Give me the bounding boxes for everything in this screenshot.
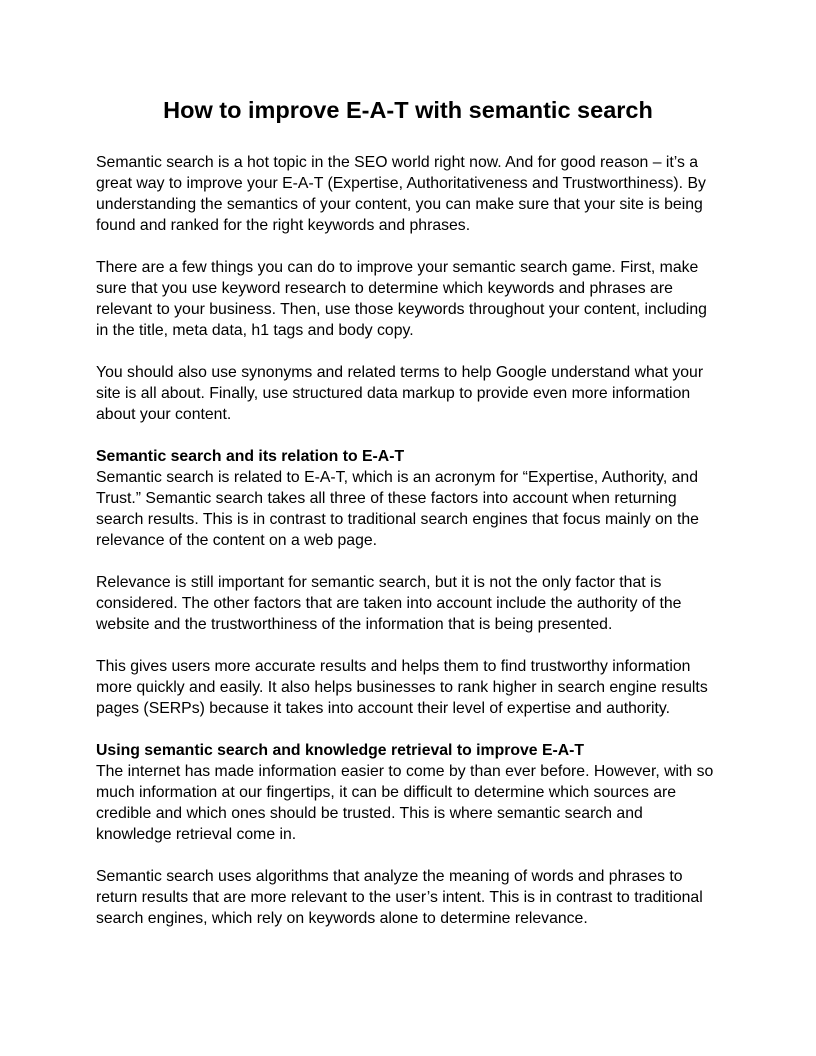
section-1-first-paragraph [96, 446, 720, 551]
intro-paragraph-3: You should also use synonyms and related terms to help Google understand what your site is all about. Finally, use structured data markup to provide even more information about your content. [96, 364, 704, 423]
section-1-paragraph-3: This gives users more accurate results and helps them to find trustworthy information more quickly and easily. It also helps businesses to rank higher in search engine results pages (SERPs) because it takes into account their level of expertise and authority. [96, 658, 708, 717]
paragraph-spacer [96, 551, 720, 572]
intro-paragraph-1: Semantic search is a hot topic in the SEO world right now. And for good reason – it’s a great way to improve your E-A-T (Expertise, Authoritativeness and Trustworthiness). By understanding the semantics of your content, you can make sure that your site is being found and ranked for the right keywords and phrases. [96, 154, 706, 234]
paragraph-spacer [96, 341, 720, 362]
paragraph-spacer [96, 236, 720, 257]
section-2-paragraph-2: Semantic search uses algorithms that analyze the meaning of words and phrases to return results that are more relevant to the user’s intent. This is in contrast to traditional search engines, which rely on keywords alone to determine relevance. [96, 868, 703, 927]
paragraph-spacer [96, 425, 720, 446]
paragraph-spacer [96, 635, 720, 656]
section-2-heading: Using semantic search and knowledge retrieval to improve E-A-T [96, 742, 585, 759]
document-page [96, 94, 720, 929]
section-2-paragraph-1: The internet has made information easier to come by than ever before. However, with so much information at our fingertips, it can be difficult to determine which sources are credible and which ones should be trusted. This is where semantic search and knowledge retrieval come in. [96, 763, 714, 843]
section-knowledge-retrieval [96, 740, 720, 929]
section-1-heading: Semantic search and its relation to E-A-T [96, 448, 405, 465]
paragraph-spacer [96, 719, 720, 740]
section-semantic-search-relation [96, 446, 720, 740]
section-2-first-paragraph [96, 740, 720, 845]
intro-paragraph-2: There are a few things you can do to improve your semantic search game. First, make sure that you use keyword research to determine which keywords and phrases are relevant to your business. Then, use those keywords throughout your content, including in the title, meta data, h1 tags and body copy. [96, 259, 707, 339]
section-1-paragraph-2: Relevance is still important for semantic search, but it is not the only factor that is considered. The other factors that are taken into account include the authority of the website and the trustworthiness of the information that is being presented. [96, 574, 682, 633]
document-body [96, 152, 720, 929]
document-title: How to improve E-A-T with semantic search [163, 97, 653, 123]
paragraph-spacer [96, 845, 720, 866]
section-1-paragraph-1: Semantic search is related to E-A-T, which is an acronym for “Expertise, Authority, and Trust.” Semantic search takes all three of these factors into account when returning search results. This is in contrast to traditional search engines that focus mainly on the relevance of the content on a web page. [96, 469, 699, 549]
